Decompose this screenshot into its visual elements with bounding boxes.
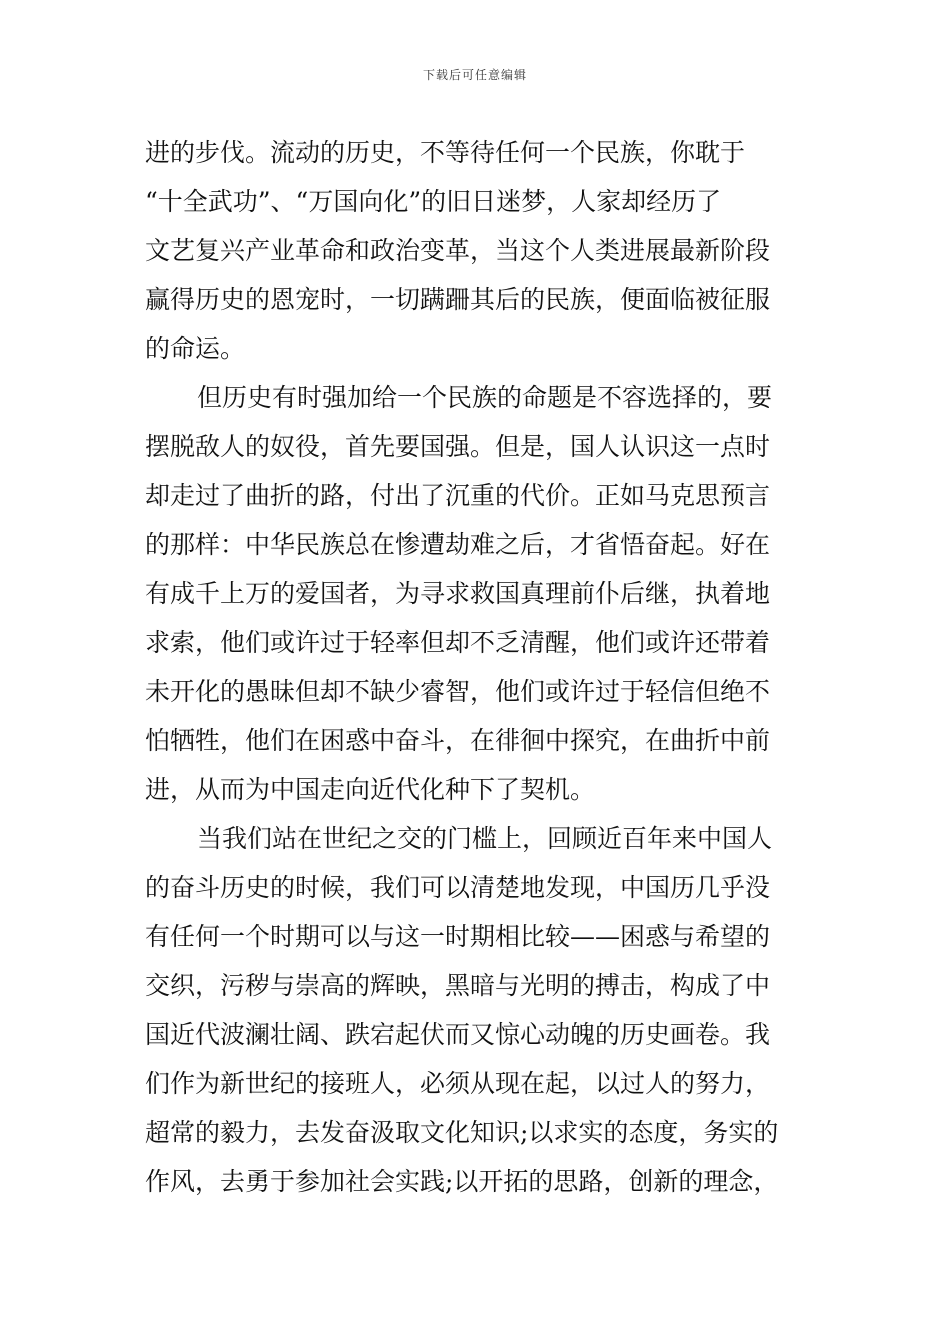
text-line: 的那样：中华民族总在惨遭劫难之后，才省悟奋起。好在 xyxy=(145,530,771,559)
body-text xyxy=(145,128,809,1206)
text-line: 摆脱敌人的奴役，首先要国强。但是，国人认识这一点时 xyxy=(145,432,771,461)
text-line: 的奋斗历史的时候，我们可以清楚地发现，中国历几乎没 xyxy=(145,873,771,902)
text-line: 们作为新世纪的接班人，必须从现在起，以过人的努力， xyxy=(145,1069,771,1098)
text-line: 进，从而为中国走向近代化种下了契机。 xyxy=(145,775,596,804)
paragraph-start-line: 但历史有时强加给一个民族的命题是不容选择的，要 xyxy=(197,383,773,412)
text-line: 赢得历史的恩宠时，一切蹒跚其后的民族，便面临被征服 xyxy=(145,285,771,314)
text-line: 有成千上万的爱国者，为寻求救国真理前仆后继，执着地 xyxy=(145,579,771,608)
text-line: 的命运。 xyxy=(145,334,246,363)
text-line: 却走过了曲折的路，付出了沉重的代价。正如马克思预言 xyxy=(145,481,771,510)
text-line: 国近代波澜壮阔、跌宕起伏而又惊心动魄的历史画卷。我 xyxy=(145,1020,771,1049)
text-line: 文艺复兴产业革命和政治变革，当这个人类进展最新阶段 xyxy=(145,236,771,265)
text-line: 怕牺牲，他们在困惑中奋斗，在徘徊中探究，在曲折中前 xyxy=(145,726,771,755)
text-line: 未开化的愚昧但却不缺少睿智，他们或许过于轻信但绝不 xyxy=(145,677,771,706)
text-line: 有任何一个时期可以与这一时期相比较——困惑与希望的 xyxy=(145,922,771,951)
page-header: 下载后可任意编辑 xyxy=(422,68,527,82)
text-line: 求索，他们或许过于轻率但却不乏清醒，他们或许还带着 xyxy=(145,628,771,657)
text-line: 作风，去勇于参加社会实践;以开拓的思路，创新的理念， xyxy=(145,1167,779,1196)
text-line: 进的步伐。流动的历史，不等待任何一个民族，你耽于 xyxy=(145,138,746,167)
text-line: “十全武功”、“万国向化”的旧日迷梦，人家却经历了 xyxy=(145,187,722,216)
paragraph-start-line: 当我们站在世纪之交的门槛上，回顾近百年来中国人 xyxy=(197,824,773,853)
text-line: 超常的毅力，去发奋汲取文化知识;以求实的态度，务实的 xyxy=(145,1118,779,1147)
text-line: 交织，污秽与崇高的辉映，黑暗与光明的搏击，构成了中 xyxy=(145,971,771,1000)
